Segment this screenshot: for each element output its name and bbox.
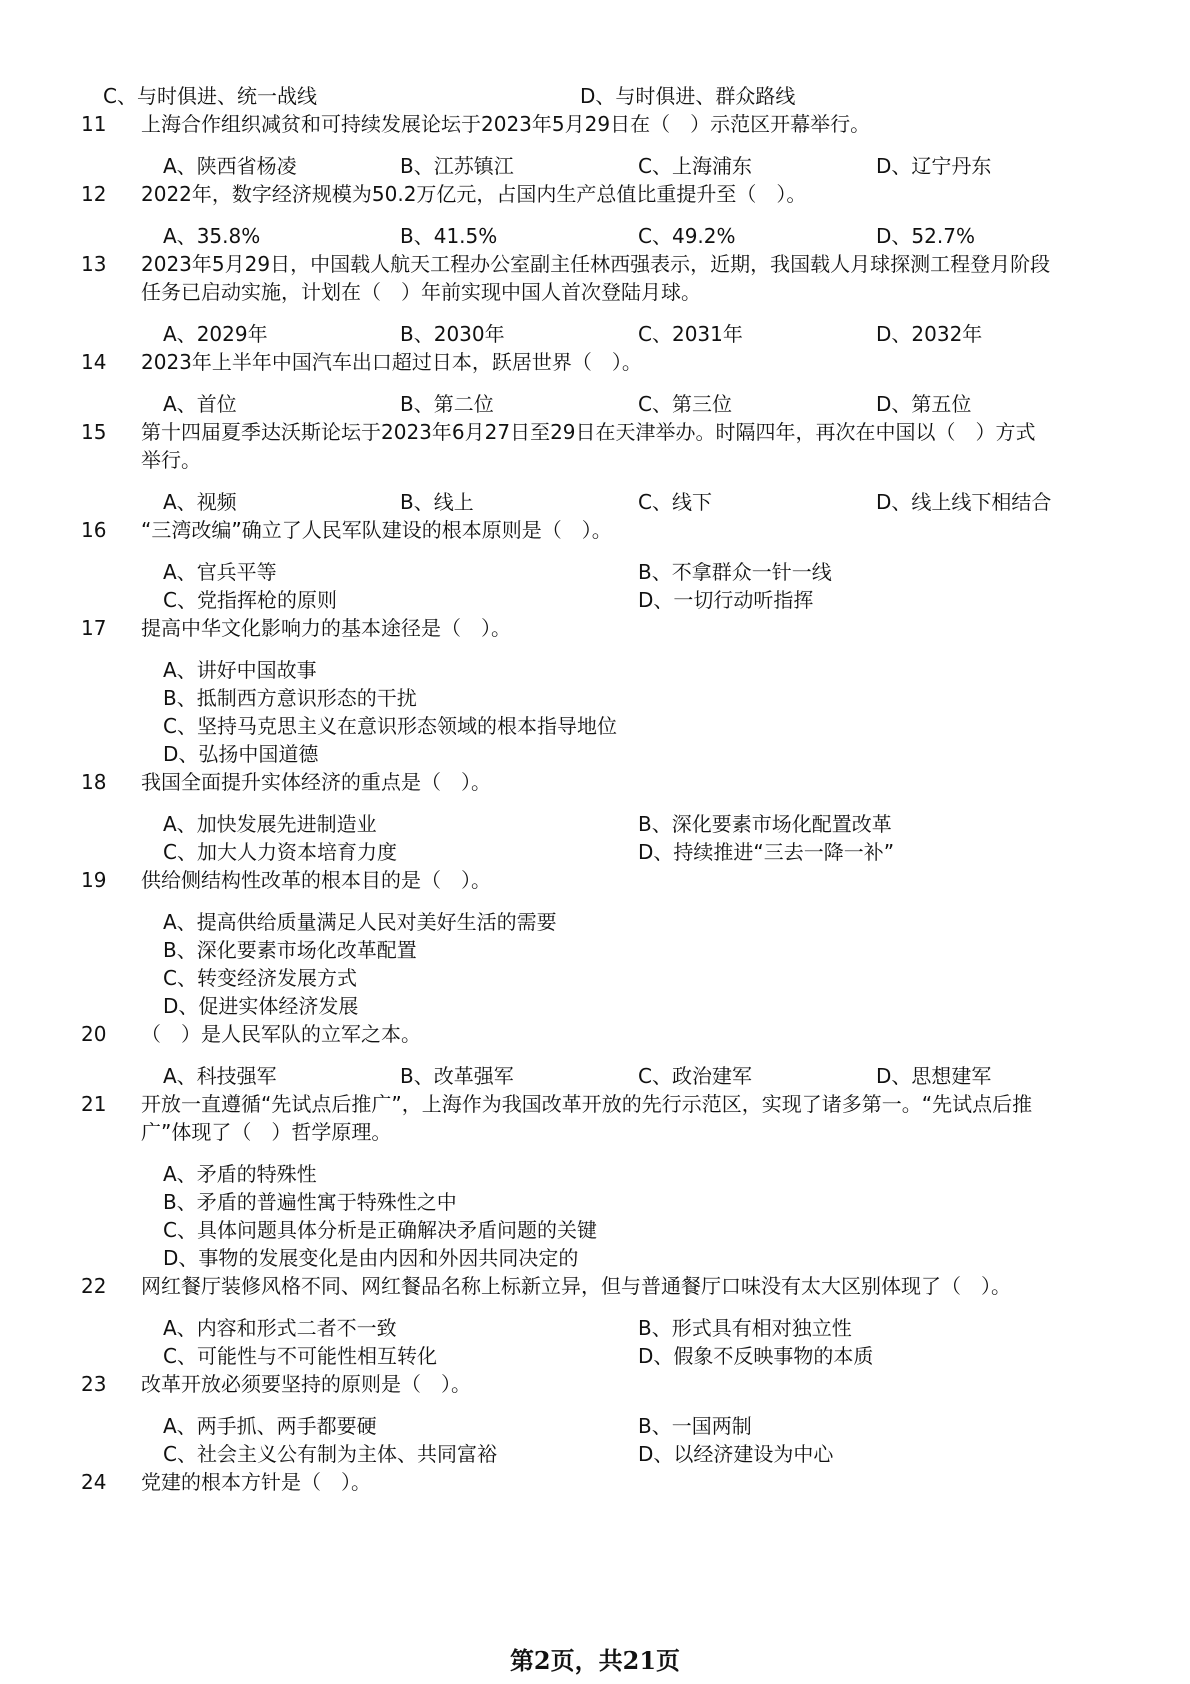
header-options-row: [0, 81, 1190, 111]
question-text: 供给侧结构性改革的根本目的是（ ）。: [141, 868, 491, 892]
question-number: 20: [81, 1022, 107, 1046]
option-d: D、弘扬中国道德: [163, 742, 319, 766]
question-text: 上海合作组织减贫和可持续发展论坛于2023年5月29日在（ ）示范区开幕举行。: [141, 112, 871, 136]
option-a: A、提高供给质量满足人民对美好生活的需要: [163, 910, 557, 934]
option-c: C、党指挥枪的原则: [163, 588, 337, 612]
options-row: [0, 1341, 1190, 1371]
question-number: 13: [81, 252, 107, 276]
option-a: A、官兵平等: [163, 560, 277, 584]
option-a: A、35.8%: [163, 224, 261, 248]
option-a: A、2029年: [163, 322, 268, 346]
option-d: D、假象不反映事物的本质: [638, 1344, 874, 1368]
option-a: A、科技强军: [163, 1064, 277, 1088]
option-c: C、2031年: [638, 322, 743, 346]
option-d: D、事物的发展变化是由内因和外因共同决定的: [163, 1246, 579, 1270]
option-d: D、2032年: [876, 322, 983, 346]
question-text: 提高中华文化影响力的基本途径是（ ）。: [141, 616, 511, 640]
question-number: 17: [81, 616, 107, 640]
option-b: B、深化要素市场化改革配置: [163, 938, 417, 962]
question-text: “三湾改编”确立了人民军队建设的根本原则是（ ）。: [141, 518, 612, 542]
option-c: C、政治建军: [638, 1064, 752, 1088]
option-c: C、坚持马克思主义在意识形态领域的根本指导地位: [163, 714, 617, 738]
option-d: D、思想建军: [876, 1064, 992, 1088]
question-number: 19: [81, 868, 107, 892]
option-b: B、形式具有相对独立性: [638, 1316, 852, 1340]
option-c: C、加大人力资本培育力度: [163, 840, 397, 864]
option-a: A、讲好中国故事: [163, 658, 317, 682]
question-text: 网红餐厅装修风格不同、网红餐品名称上标新立异，但与普通餐厅口味没有太大区别体现了（ ）。: [141, 1274, 1011, 1298]
options-row: [0, 389, 1190, 419]
option-b: B、一国两制: [638, 1414, 752, 1438]
option-d: D、促进实体经济发展: [163, 994, 359, 1018]
option-c: C、线下: [638, 490, 712, 514]
option-a: A、首位: [163, 392, 237, 416]
option-a: A、内容和形式二者不一致: [163, 1316, 397, 1340]
question-number: 12: [81, 182, 107, 206]
option-d: D、以经济建设为中心: [638, 1442, 834, 1466]
question-text: （ ）是人民军队的立军之本。: [141, 1022, 421, 1046]
question-text: 开放一直遵循“先试点后推广”，上海作为我国改革开放的先行示范区，实现了诸多第一。“先试点后推: [141, 1092, 1033, 1116]
option-b: B、改革强军: [400, 1064, 514, 1088]
question-number: 11: [81, 112, 107, 136]
option-b: B、抵制西方意识形态的干扰: [163, 686, 417, 710]
option-a: A、加快发展先进制造业: [163, 812, 377, 836]
option-c: C、可能性与不可能性相互转化: [163, 1344, 437, 1368]
option-a: A、两手抓、两手都要硬: [163, 1414, 377, 1438]
question-text-continued: 任务已启动实施，计划在（ ）年前实现中国人首次登陆月球。: [141, 280, 701, 304]
question-text: 2022年，数字经济规模为50.2万亿元，占国内生产总值比重提升至（ ）。: [141, 182, 807, 206]
option-c: C、上海浦东: [638, 154, 752, 178]
options-row: [0, 221, 1190, 251]
option-b: B、深化要素市场化配置改革: [638, 812, 892, 836]
options-row: [0, 1061, 1190, 1091]
options-row: [0, 1313, 1190, 1343]
option-b: B、江苏镇江: [400, 154, 514, 178]
options-row: [0, 319, 1190, 349]
option-c: C、转变经济发展方式: [163, 966, 357, 990]
header-option-c: C、与时俱进、统一战线: [103, 84, 317, 108]
option-b: B、不拿群众一针一线: [638, 560, 832, 584]
question-text-continued: 举行。: [141, 448, 201, 472]
question-number: 22: [81, 1274, 107, 1298]
question-number: 24: [81, 1470, 107, 1494]
page-footer: 第2页，共21页: [509, 1646, 681, 1675]
option-d: D、持续推进“三去一降一补”: [638, 840, 895, 864]
option-b: B、线上: [400, 490, 474, 514]
option-d: D、52.7%: [876, 224, 975, 248]
header-option-d: D、与时俱进、群众路线: [580, 84, 796, 108]
option-b: B、41.5%: [400, 224, 498, 248]
option-c: C、具体问题具体分析是正确解决矛盾问题的关键: [163, 1218, 597, 1242]
option-d: D、一切行动听指挥: [638, 588, 814, 612]
options-row: [0, 809, 1190, 839]
option-b: B、第二位: [400, 392, 494, 416]
option-b: B、矛盾的普遍性寓于特殊性之中: [163, 1190, 457, 1214]
option-b: B、2030年: [400, 322, 505, 346]
option-a: A、视频: [163, 490, 237, 514]
option-d: D、第五位: [876, 392, 972, 416]
question-number: 21: [81, 1092, 107, 1116]
question-text: 党建的根本方针是（ ）。: [141, 1470, 371, 1494]
options-row: [0, 557, 1190, 587]
option-d: D、辽宁丹东: [876, 154, 992, 178]
option-c: C、社会主义公有制为主体、共同富裕: [163, 1442, 497, 1466]
question-number: 14: [81, 350, 107, 374]
question-number: 18: [81, 770, 107, 794]
question-text: 2023年上半年中国汽车出口超过日本，跃居世界（ ）。: [141, 350, 642, 374]
question-text: 我国全面提升实体经济的重点是（ ）。: [141, 770, 491, 794]
question-text: 2023年5月29日，中国载人航天工程办公室副主任林西强表示，近期，我国载人月球探测工程登月阶段: [141, 252, 1051, 276]
question-text-continued: 广”体现了（ ）哲学原理。: [141, 1120, 392, 1144]
option-d: D、线上线下相结合: [876, 490, 1052, 514]
options-row: [0, 487, 1190, 517]
question-text: 第十四届夏季达沃斯论坛于2023年6月27日至29日在天津举办。时隔四年，再次在中国以（ ）方式: [141, 420, 1036, 444]
question-number: 16: [81, 518, 107, 542]
options-row: [0, 585, 1190, 615]
options-row: [0, 1439, 1190, 1469]
question-number: 15: [81, 420, 107, 444]
option-c: C、49.2%: [638, 224, 736, 248]
option-a: A、陕西省杨凌: [163, 154, 297, 178]
options-row: [0, 1411, 1190, 1441]
question-number: 23: [81, 1372, 107, 1396]
option-a: A、矛盾的特殊性: [163, 1162, 317, 1186]
options-row: [0, 837, 1190, 867]
option-c: C、第三位: [638, 392, 732, 416]
options-row: [0, 151, 1190, 181]
question-text: 改革开放必须要坚持的原则是（ ）。: [141, 1372, 471, 1396]
